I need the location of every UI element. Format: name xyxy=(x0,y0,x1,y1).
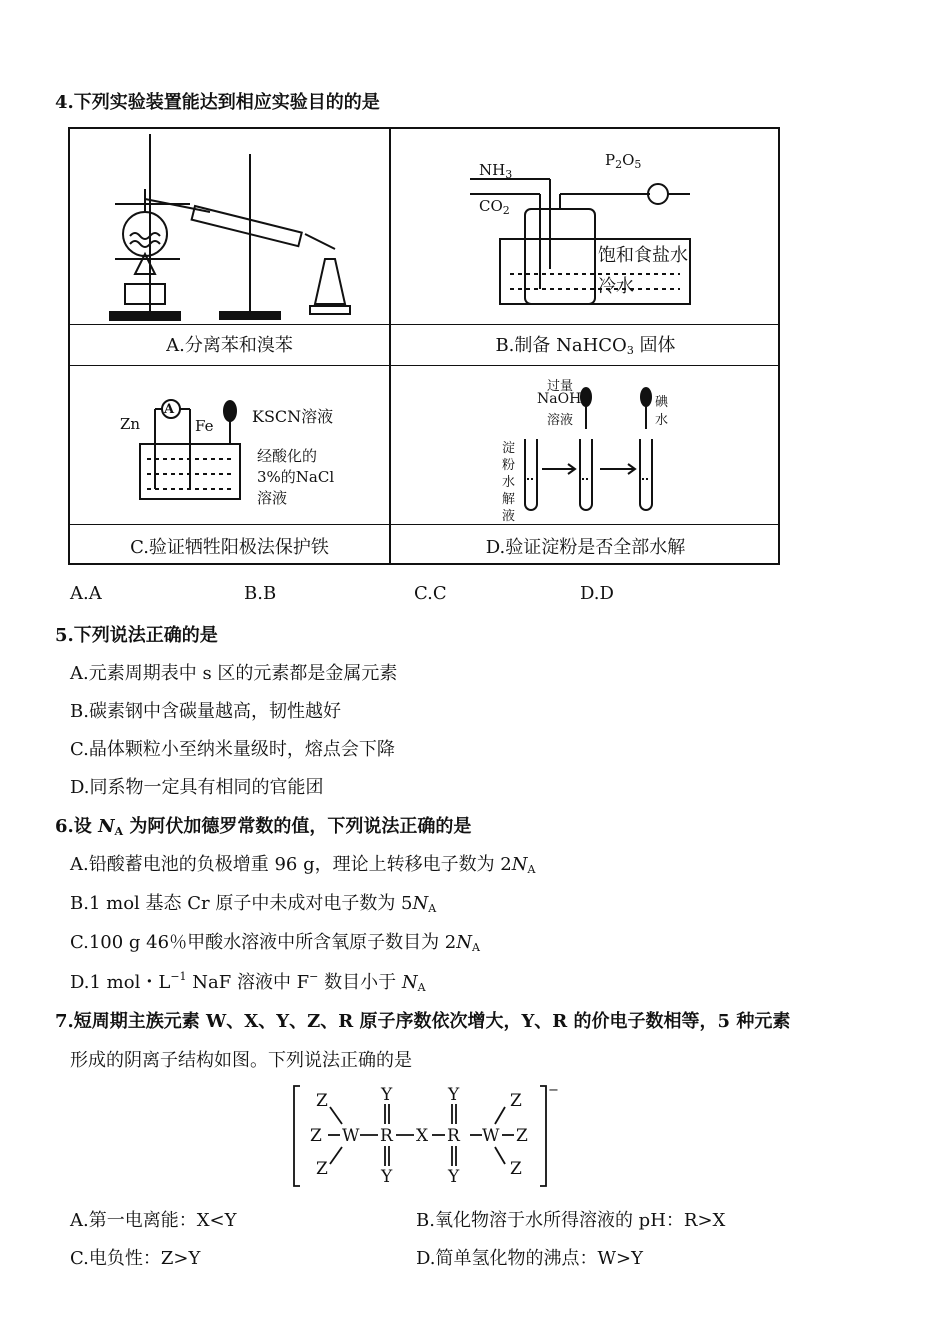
panel-b-caption: B.制备 NaHCO$_3$ 固体 xyxy=(495,335,676,357)
nacl-label-2: 3%的NaCl xyxy=(257,468,335,486)
starch-label-3: 水 xyxy=(502,475,516,490)
q7-stem-line-1: 7.短周期主族元素 W、X、Y、Z、R 原子序数依次增大，Y、R 的价电子数相等，5 种元素 xyxy=(55,1011,791,1032)
q7-option-c[interactable]: C.电负性：Z>Y xyxy=(70,1248,201,1269)
q5-stem: 5.下列说法正确的是 xyxy=(55,625,218,646)
fe-label: Fe xyxy=(195,417,214,435)
starch-label-4: 解 xyxy=(502,492,516,507)
q5-option-c[interactable]: C.晶体颗粒小至纳米量级时，熔点会下降 xyxy=(70,739,395,760)
co2-label: $CO_2$ xyxy=(479,197,510,217)
zn-label: Zn xyxy=(120,415,141,433)
q6-option-c[interactable]: C.100 g 46％甲酸水溶液中所含氧原子数目为 $2N_A$ xyxy=(70,932,480,954)
q7-option-b[interactable]: B.氧化物溶于水所得溶液的 pH：R>X xyxy=(416,1210,726,1231)
atom-z: Z xyxy=(316,1159,328,1179)
atom-y: Y xyxy=(381,1167,393,1187)
q7-option-a[interactable]: A.第一电离能：X<Y xyxy=(70,1210,237,1231)
starch-label-5: 液 xyxy=(502,509,516,524)
q4-option-c[interactable]: C.C xyxy=(414,583,447,604)
q7-stem-line-2: 形成的阴离子结构如图。下列说法正确的是 xyxy=(70,1050,412,1071)
naoh-label-3: 溶液 xyxy=(547,413,574,428)
cold-water-label: 冷水 xyxy=(598,276,634,297)
atom-r: R xyxy=(380,1126,393,1146)
atom-z: Z xyxy=(510,1091,522,1111)
starch-label-2: 粉 xyxy=(502,458,516,473)
nacl-label-1: 经酸化的 xyxy=(257,447,318,465)
q6-option-b[interactable]: B.1 mol 基态 Cr 原子中未成对电子数为 $5N_A$ xyxy=(70,893,437,915)
atom-w: W xyxy=(342,1126,360,1146)
nahco3-apparatus-figure xyxy=(400,149,770,319)
q7-option-d[interactable]: D.简单氢化物的沸点：W>Y xyxy=(416,1248,643,1269)
atom-y: Y xyxy=(381,1085,393,1105)
q6-option-a[interactable]: A.铅酸蓄电池的负极增重 96 g，理论上转移电子数为 $2N_A$ xyxy=(70,854,536,876)
starch-label-1: 淀 xyxy=(502,441,516,456)
q6-stem: 6.设 $N_A$ 为阿伏加德罗常数的值，下列说法正确的是 xyxy=(55,816,472,838)
q5-option-a[interactable]: A.元素周期表中 s 区的元素都是金属元素 xyxy=(70,663,398,684)
distillation-apparatus-figure xyxy=(100,134,390,324)
atom-x: X xyxy=(416,1126,429,1146)
kscn-label: KSCN溶液 xyxy=(252,407,334,426)
q4-option-a[interactable]: A.A xyxy=(70,583,102,604)
salt-water-label: 饱和食盐水 xyxy=(598,245,688,266)
ammeter-label: A xyxy=(164,402,175,417)
anion-charge: − xyxy=(548,1083,559,1098)
panel-c-caption: C.验证牺牲阳极法保护铁 xyxy=(130,537,329,558)
q5-option-d[interactable]: D.同系物一定具有相同的官能团 xyxy=(70,777,324,798)
panel-a-caption: A.分离苯和溴苯 xyxy=(166,335,293,356)
atom-z: Z xyxy=(310,1126,322,1146)
panel-d-caption: D.验证淀粉是否全部水解 xyxy=(485,537,686,558)
q6-option-d[interactable]: D.1 mol・$L^{-1}$ NaF 溶液中 F− 数目小于 $N_A$ xyxy=(70,970,426,994)
atom-w: W xyxy=(482,1126,500,1146)
naoh-label-2: NaOH xyxy=(537,391,582,407)
atom-z: Z xyxy=(510,1159,522,1179)
atom-y: Y xyxy=(448,1167,460,1187)
naoh-label-1: 过量 xyxy=(547,379,574,394)
atom-z: Z xyxy=(316,1091,328,1111)
iodine-label-1: 碘 xyxy=(655,395,669,410)
p2o5-label: $P_2O_5$ xyxy=(605,151,642,171)
atom-y: Y xyxy=(448,1085,460,1105)
q4-option-b[interactable]: B.B xyxy=(244,583,277,604)
atom-r: R xyxy=(447,1126,460,1146)
iodine-label-2: 水 xyxy=(655,413,669,428)
q5-option-b[interactable]: B.碳素钢中含碳量越高，韧性越好 xyxy=(70,701,341,722)
anion-structure-figure xyxy=(290,1082,570,1194)
nh3-label: $NH_3$ xyxy=(479,161,513,181)
atom-z: Z xyxy=(516,1126,528,1146)
nacl-label-3: 溶液 xyxy=(257,489,288,507)
q4-stem: 4.下列实验装置能达到相应实验目的的是 xyxy=(55,92,380,113)
q4-apparatus-grid xyxy=(68,127,780,565)
q4-option-d[interactable]: D.D xyxy=(580,583,614,604)
